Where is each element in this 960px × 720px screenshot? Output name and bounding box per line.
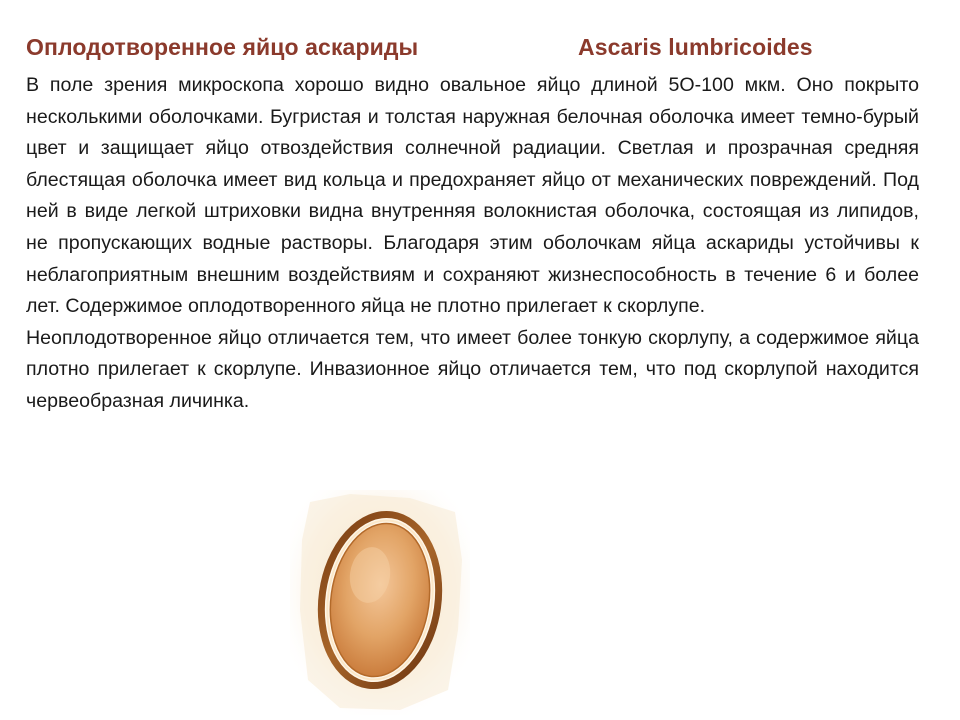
description-text — [26, 70, 919, 418]
title-russian: Оплодотворенное яйцо аскариды — [26, 34, 419, 60]
paragraph-unfertilized-egg: Неоплодотворенное яйцо отличается тем, что имеет более тонкую скорлупу, а содержимое яйца плотно прилегает к скорлупе. Инвазионное яйцо отличается тем, что под скорлупой находится червеобразная личинка. — [26, 326, 919, 412]
slide-title — [26, 34, 926, 66]
micrograph-egg-icon — [290, 490, 470, 715]
paragraph-fertilized-egg: В поле зрения микроскопа хорошо видно овальное яйцо длиной 5О-100 мкм. Оно покрыто несколькими оболочками. Бугристая и толстая наружная белочная оболочка имеет темно-бурый цвет и защищает яйцо отвоздействия солнечной радиации. Светлая и прозрачная средняя блестящая оболочка имеет вид кольца и предохраняет яйцо от механических повреждений. Под ней в виде легкой штриховки видна внутренняя волокнистая оболочка, состоящая из липидов, не пропускающих водные растворы. Благодаря этим оболочкам яйца аскариды устойчивы к неблагоприятным внешним воздействиям и сохраняют жизнеспособность в течение 6 и более лет. Содержимое оплодотворенного яйца не плотно прилегает к скорлупе. — [26, 74, 919, 318]
title-latin: Ascaris lumbricoides — [578, 34, 813, 60]
